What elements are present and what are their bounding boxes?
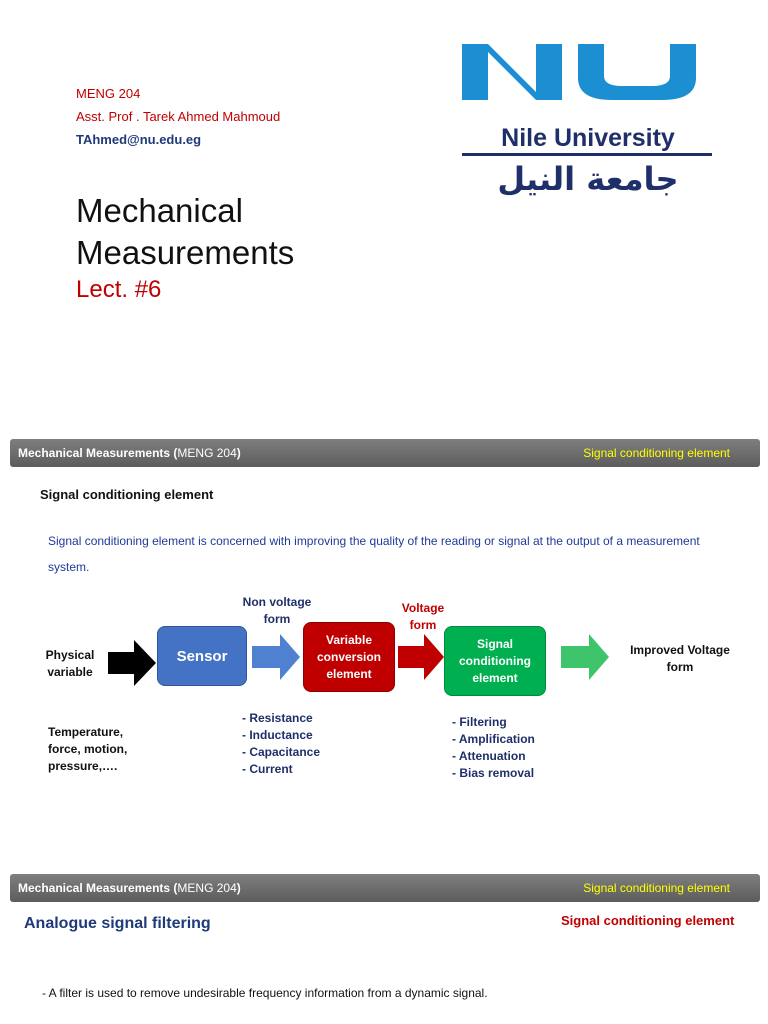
conversion-items-list [242, 710, 320, 778]
lecture-number: Lect. #6 [76, 276, 162, 303]
list-item: - Current [242, 762, 293, 776]
sensor-to-conversion-arrow-icon [252, 634, 302, 680]
list-item: - Attenuation [452, 749, 526, 763]
slide2-heading: Signal conditioning element [40, 487, 214, 502]
conversion-to-conditioning-arrow-icon [398, 634, 446, 680]
logo-name-ar: جامعة النيل [497, 160, 679, 198]
title-line-1: Mechanical [76, 192, 243, 229]
improved-voltage-label: Improved Voltage form [630, 643, 730, 674]
logo-name-en: Nile University [501, 124, 675, 152]
slide3-topic-label: Signal conditioning element [561, 913, 735, 928]
nile-university-logo [462, 44, 714, 204]
input-arrow-icon [108, 640, 158, 686]
list-item: - Bias removal [452, 766, 535, 780]
slide2-header-course: Mechanical Measurements (MENG 204) [18, 446, 241, 460]
list-item: - Filtering [452, 715, 507, 729]
signal-conditioning-block: Signal conditioning element [444, 626, 546, 696]
slide-title [76, 190, 294, 274]
instructor-name: Asst. Prof . Tarek Ahmed Mahmoud [76, 109, 281, 124]
slide2-header [10, 439, 760, 467]
logo-u-shape [578, 44, 696, 100]
non-voltage-label: Non voltage form [242, 595, 312, 626]
list-item: - Resistance [242, 711, 313, 725]
logo-divider [462, 153, 712, 156]
sensor-block: Sensor [157, 626, 247, 686]
title-line-2: Measurements [76, 234, 295, 271]
list-item: - Amplification [452, 732, 535, 746]
list-item: - Inductance [242, 728, 313, 742]
conditioning-items-list [452, 714, 535, 782]
instructor-email: TAhmed@nu.edu.eg [76, 132, 202, 147]
slide2-description: Signal conditioning element is concerned with improving the quality of the reading or signal at the output of a measurement system. [48, 534, 700, 574]
slide3-header [10, 874, 760, 902]
physical-variable-label: Physical variable [45, 648, 95, 679]
slide3-header-topic: Signal conditioning element [583, 881, 730, 895]
variable-conversion-block: Variable conversion element [303, 622, 395, 692]
list-item: - Capacitance [242, 745, 321, 759]
voltage-form-label: Voltage form [401, 601, 445, 632]
course-info [76, 82, 280, 151]
output-arrow-icon [561, 634, 611, 680]
slide3-body-text: - A filter is used to remove undesirable frequency information from a dynamic signal. [42, 986, 488, 1000]
slide2-header-topic: Signal conditioning element [583, 446, 730, 460]
logo-n-shape [462, 44, 562, 100]
course-code: MENG 204 [76, 86, 141, 101]
input-examples: Temperature, force, motion, pressure,…. [48, 725, 128, 773]
slide3-header-course: Mechanical Measurements (MENG 204) [18, 881, 241, 895]
slide3-heading: Analogue signal filtering [24, 915, 211, 932]
